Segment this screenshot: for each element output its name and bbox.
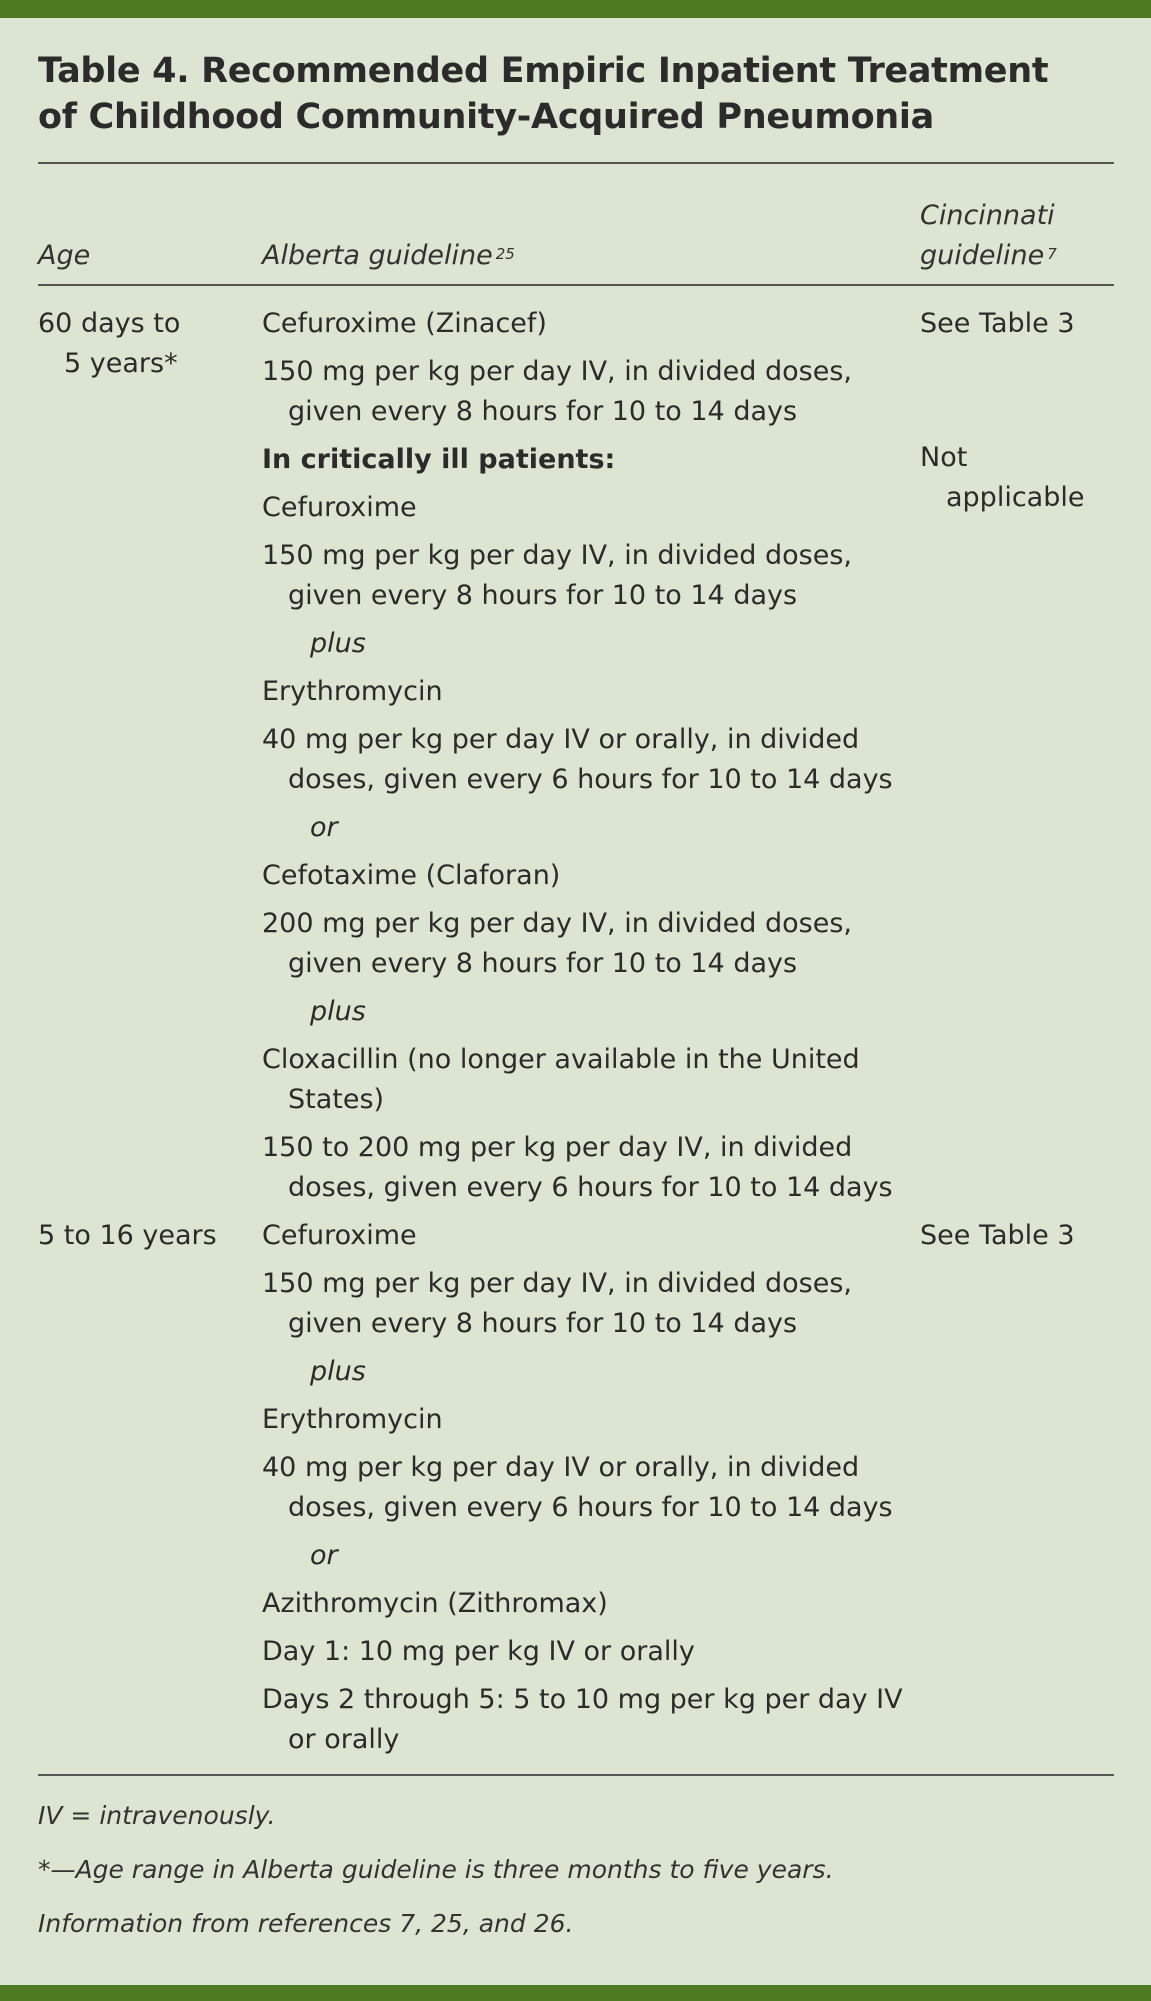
dose-text: 40 mg per kg per day IV or orally, in divided doses, given every 6 hours for 10 to 14 days (262, 1452, 893, 1523)
subheading: In critically ill patients: (262, 444, 616, 475)
cincinnati-cell: See Table 3 (920, 308, 1075, 339)
footnote-asterisk: *—Age range in Alberta guideline is three months to five years. (38, 1855, 834, 1884)
dose-text: Days 2 through 5: 5 to 10 mg per kg per day IV or orally (262, 1684, 903, 1755)
conjunction: or (310, 1540, 338, 1571)
dose-text: 200 mg per kg per day IV, in divided doses, given every 8 hours for 10 to 14 days (262, 908, 852, 979)
bottom-color-band (0, 1985, 1151, 2001)
top-color-band (0, 0, 1151, 18)
dose-text: 150 mg per kg per day IV, in divided doses, given every 8 hours for 10 to 14 days (262, 1268, 852, 1339)
header-age: Age (38, 240, 91, 271)
cincinnati-cell-critical (920, 438, 1114, 518)
dose-text: Day 1: 10 mg per kg IV or orally (262, 1636, 695, 1667)
footnote-abbreviation: IV = intravenously. (38, 1801, 276, 1830)
conjunction: plus (310, 996, 366, 1027)
drug-name: Erythromycin (262, 676, 443, 707)
dose-text: 150 to 200 mg per kg per day IV, in divided doses, given every 6 hours for 10 to 14 days (262, 1132, 893, 1203)
conjunction: plus (310, 628, 366, 659)
header-cincinnati-ref: 7 (1047, 245, 1057, 263)
header-cincinnati-label: guideline (920, 240, 1045, 271)
footer-rule (38, 1774, 1114, 1776)
dose-text: 40 mg per kg per day IV or orally, in divided doses, given every 6 hours for 10 to 14 days (262, 724, 893, 795)
dose-text: 150 mg per kg per day IV, in divided doses, given every 8 hours for 10 to 14 days (262, 540, 852, 611)
drug-name: Cefuroxime (Zinacef) (262, 308, 547, 339)
title-line-2: of Childhood Community-Acquired Pneumonia (38, 97, 934, 137)
age-line-1: 60 days to (38, 308, 181, 339)
table-footnotes (38, 1798, 1114, 1942)
title-line-1: Table 4. Recommended Empiric Inpatient Treatment (38, 51, 1049, 91)
row-group-5-16years (38, 1216, 1114, 1760)
header-alberta-label: Alberta guideline (262, 240, 493, 271)
dose-text: 150 mg per kg per day IV, in divided doses, given every 8 hours for 10 to 14 days (262, 356, 852, 427)
column-headers (38, 164, 1114, 284)
cincinnati-cell: See Table 3 (920, 1220, 1075, 1251)
age-line-2: 5 years* (64, 348, 178, 379)
row-group-60days-5years (38, 304, 1114, 1208)
header-cincinnati-line-1: Cincinnati (920, 200, 1055, 231)
drug-name: Cefuroxime (262, 492, 417, 523)
alberta-cell (262, 1216, 922, 1760)
drug-name: Azithromycin (Zithromax) (262, 1588, 608, 1619)
table-container (38, 48, 1114, 1960)
drug-name: Erythromycin (262, 1404, 443, 1435)
cincinnati-line-2: applicable (946, 482, 1085, 513)
footnote-source: Information from references 7, 25, and 26. (38, 1909, 574, 1938)
header-cincinnati-line-2 (920, 236, 1057, 276)
cincinnati-line-1: Not (920, 442, 968, 473)
table-title (38, 48, 1114, 140)
drug-name: Cefotaxime (Claforan) (262, 860, 561, 891)
age-cell (38, 304, 248, 384)
drug-name: Cefuroxime (262, 1220, 417, 1251)
header-alberta-ref: 25 (495, 245, 515, 263)
alberta-cell (262, 304, 922, 1208)
conjunction: plus (310, 1356, 366, 1387)
header-cincinnati (920, 196, 1057, 276)
table-body (38, 286, 1114, 1760)
header-alberta (262, 236, 515, 276)
conjunction: or (310, 812, 338, 843)
drug-name: Cloxacillin (no longer available in the United States) (262, 1044, 860, 1115)
age-cell: 5 to 16 years (38, 1220, 217, 1251)
